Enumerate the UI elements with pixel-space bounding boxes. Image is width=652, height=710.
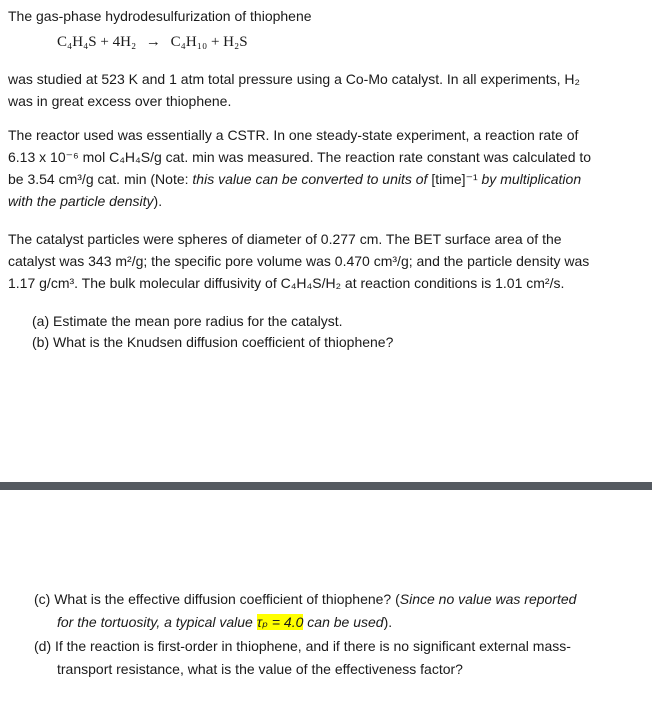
highlighted-tortuosity: τₚ = 4.0 — [256, 614, 304, 630]
plus-sign: + — [210, 34, 220, 50]
question-d: (d) If the reaction is first-order in thiophene, and if there is no significant external mass- — [34, 638, 571, 654]
paragraph-conditions — [8, 68, 580, 112]
question-b: (b) What is the Knudsen diffusion coefficient of thiophene? — [32, 334, 394, 350]
paragraph-line: The catalyst particles were spheres of diameter of 0.277 cm. The BET surface area of the — [8, 231, 562, 247]
paragraph-line: 1.17 g/cm³. The bulk molecular diffusivity of C₄H₄S/H₂ at reaction conditions is 1.01 cm²/s. — [8, 275, 565, 291]
paragraph-line: was studied at 523 K and 1 atm total pressure using a Co-Mo catalyst. In all experiments, H₂ — [8, 71, 580, 87]
paragraph-line — [8, 168, 591, 190]
plus-sign: + — [100, 34, 109, 50]
page-divider — [0, 482, 652, 490]
product-hydrogen-sulfide: H₂S — [223, 34, 248, 50]
reactant-hydrogen: 4H₂ — [112, 34, 137, 50]
question-c-continued — [57, 611, 392, 633]
text-run: ). — [383, 614, 393, 630]
question-a: (a) Estimate the mean pore radius for the catalyst. — [32, 313, 343, 329]
note-italic: for the tortuosity, a typical value — [57, 614, 257, 630]
text-run: be 3.54 cm³/g cat. min (Note: — [8, 171, 193, 187]
reaction-equation — [57, 31, 248, 53]
note-italic: with the particle density — [8, 193, 154, 209]
note-italic: by multiplication — [481, 171, 582, 187]
paragraph-line — [8, 190, 591, 212]
text-run: ). — [153, 193, 163, 209]
note-italic: Since no value was reported — [399, 591, 577, 607]
note-italic: can be used — [303, 614, 384, 630]
problem-title: The gas-phase hydrodesulfurization of thiophene — [8, 8, 312, 24]
note-italic: this value can be converted to units of — [192, 171, 428, 187]
paragraph-line: catalyst was 343 m²/g; the specific pore volume was 0.470 cm³/g; and the particle density was — [8, 253, 590, 269]
paragraph-line: 6.13 x 10⁻⁶ mol C₄H₄S/g cat. min was measured. The reaction rate constant was calculated to — [8, 149, 592, 165]
reactant-thiophene: C₄H₄S — [57, 34, 97, 50]
paragraph-reactor — [8, 124, 591, 212]
reaction-arrow-icon: → — [145, 34, 161, 50]
paragraph-line: was in great excess over thiophene. — [8, 93, 232, 109]
text-run: (c) What is the effective diffusion coefficient of thiophene? ( — [34, 591, 400, 607]
text-run: [time]⁻¹ — [427, 171, 482, 187]
paragraph-catalyst — [8, 228, 589, 294]
question-c — [34, 588, 576, 610]
question-d-continued: transport resistance, what is the value of the effectiveness factor? — [57, 661, 463, 677]
product-butane: C₄H₁₀ — [170, 34, 208, 50]
paragraph-line: The reactor used was essentially a CSTR. In one steady-state experiment, a reaction rate of — [8, 127, 579, 143]
